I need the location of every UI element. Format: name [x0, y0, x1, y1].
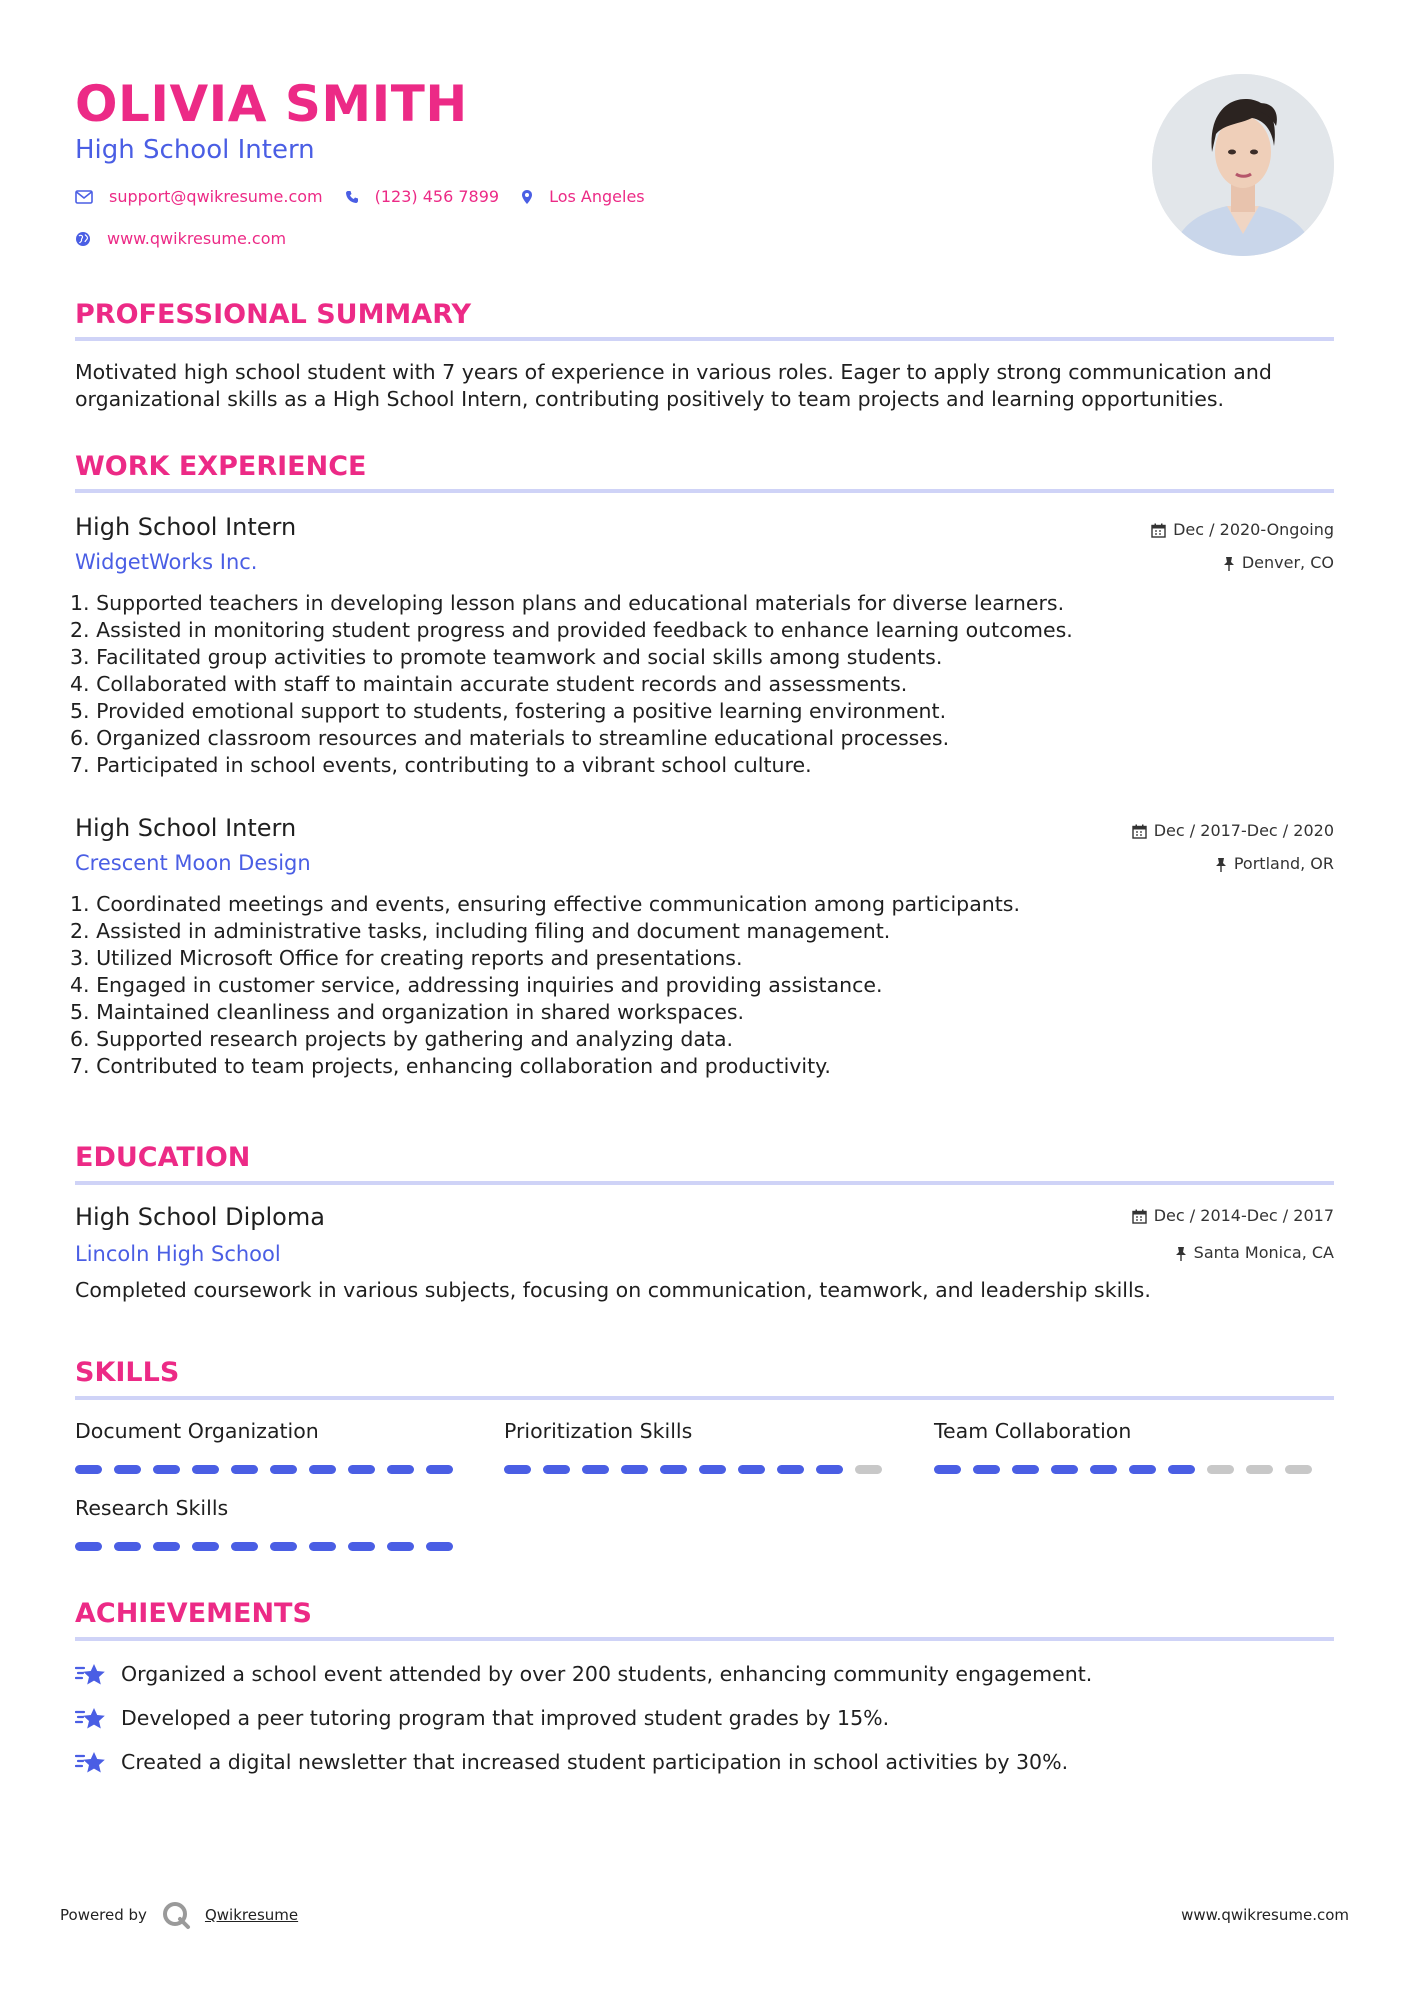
achievements-divider	[75, 1637, 1334, 1641]
skill-level-segment	[660, 1465, 687, 1474]
skill-level-segment	[426, 1465, 453, 1474]
skill-level-segment	[1168, 1465, 1195, 1474]
star-icon	[75, 1750, 107, 1776]
skill-item	[75, 1418, 465, 1474]
qwikresume-logo-icon	[161, 1900, 191, 1930]
list-item: 7. Participated in school events, contributing to a vibrant school culture.	[70, 753, 812, 777]
job-location	[1215, 854, 1334, 874]
profile-portrait-image	[1152, 74, 1334, 256]
website-row	[75, 229, 308, 248]
job-duties-list	[70, 590, 1270, 779]
summary-heading: PROFESSIONAL SUMMARY	[75, 299, 472, 330]
list-item: 6. Supported research projects by gathering and analyzing data.	[70, 1027, 734, 1051]
achievement-text: Developed a peer tutoring program that improved student grades by 15%.	[121, 1706, 890, 1730]
skill-level-segment	[114, 1542, 141, 1551]
skills-heading: SKILLS	[75, 1357, 180, 1388]
skill-level-segment	[192, 1542, 219, 1551]
school-name: Lincoln High School	[75, 1242, 281, 1266]
skill-item	[934, 1418, 1324, 1474]
skill-level-segment	[543, 1465, 570, 1474]
achievements-heading: ACHIEVEMENTS	[75, 1598, 312, 1629]
list-item: 5. Maintained cleanliness and organization in shared workspaces.	[70, 1000, 745, 1024]
profile-photo	[1152, 74, 1334, 256]
pushpin-icon	[1223, 556, 1235, 571]
pushpin-icon	[1175, 1246, 1187, 1261]
experience-heading: WORK EXPERIENCE	[75, 451, 367, 482]
skill-level-segment	[231, 1465, 258, 1474]
skill-level-segment	[1207, 1465, 1234, 1474]
job-title: High School Intern	[75, 814, 297, 842]
achievement-text: Organized a school event attended by over 200 students, enhancing community engagement.	[121, 1662, 1093, 1686]
email-contact[interactable]	[75, 187, 323, 206]
skill-level-segment	[738, 1465, 765, 1474]
achievement-item	[75, 1705, 889, 1732]
education-description: Completed coursework in various subjects, focusing on communication, teamwork, and leadership skills.	[75, 1278, 1151, 1302]
email-text: support@qwikresume.com	[109, 187, 323, 206]
skill-level-segment	[192, 1465, 219, 1474]
job-dates	[1132, 821, 1334, 841]
skill-level-bar	[934, 1465, 1324, 1474]
skill-level-bar	[504, 1465, 894, 1474]
education-location-text: Santa Monica, CA	[1193, 1243, 1334, 1262]
candidate-name: OLIVIA SMITH	[75, 75, 468, 133]
list-item: 1. Coordinated meetings and events, ensuring effective communication among participants.	[70, 892, 1020, 916]
skill-level-segment	[348, 1465, 375, 1474]
pushpin-icon	[1215, 857, 1227, 872]
website-text: www.qwikresume.com	[107, 229, 287, 248]
calendar-icon	[1132, 1209, 1147, 1224]
skill-level-segment	[270, 1465, 297, 1474]
calendar-icon	[1151, 523, 1166, 538]
achievement-text: Created a digital newsletter that increased student participation in school activities by 30%.	[121, 1750, 1069, 1774]
candidate-title: High School Intern	[75, 135, 315, 165]
skill-level-segment	[309, 1542, 336, 1551]
skill-level-segment	[816, 1465, 843, 1474]
job-duties-list	[70, 891, 1270, 1080]
map-marker-icon	[521, 189, 533, 205]
list-item: 2. Assisted in administrative tasks, including filing and document management.	[70, 919, 891, 943]
list-item: 7. Contributed to team projects, enhancing collaboration and productivity.	[70, 1054, 831, 1078]
skill-level-segment	[777, 1465, 804, 1474]
skill-level-segment	[621, 1465, 648, 1474]
list-item: 3. Utilized Microsoft Office for creating reports and presentations.	[70, 946, 743, 970]
education-divider	[75, 1181, 1334, 1185]
summary-text: Motivated high school student with 7 years of experience in various roles. Eager to apply strong communication and organizational skills as a High School Intern, contributing positively to team projects and learning opportunities.	[75, 360, 1272, 411]
skill-level-segment	[1246, 1465, 1273, 1474]
skill-level-bar	[75, 1542, 465, 1551]
skill-level-bar	[75, 1465, 465, 1474]
location-contact	[521, 187, 645, 206]
skill-name: Prioritization Skills	[504, 1419, 693, 1443]
job-location-text: Portland, OR	[1233, 854, 1334, 873]
list-item: 4. Engaged in customer service, addressing inquiries and providing assistance.	[70, 973, 883, 997]
skill-level-segment	[504, 1465, 531, 1474]
list-item: 4. Collaborated with staff to maintain accurate student records and assessments.	[70, 672, 908, 696]
skill-name: Team Collaboration	[934, 1419, 1132, 1443]
skill-level-segment	[231, 1542, 258, 1551]
skill-level-segment	[1285, 1465, 1312, 1474]
skills-divider	[75, 1396, 1334, 1400]
star-icon	[75, 1662, 107, 1688]
footer-powered-by	[60, 1900, 298, 1930]
skill-level-segment	[387, 1542, 414, 1551]
skill-item	[75, 1495, 465, 1551]
star-icon	[75, 1706, 107, 1732]
brand-link[interactable]: Qwikresume	[204, 1906, 299, 1924]
skill-level-segment	[1129, 1465, 1156, 1474]
footer-url[interactable]: www.qwikresume.com	[1181, 1906, 1349, 1924]
contact-row	[75, 187, 667, 206]
list-item: 3. Facilitated group activities to promote teamwork and social skills among students.	[70, 645, 943, 669]
job-dates-text: Dec / 2017-Dec / 2020	[1153, 821, 1334, 840]
degree-title: High School Diploma	[75, 1203, 325, 1231]
phone-contact[interactable]	[345, 187, 499, 206]
job-dates	[1151, 520, 1334, 540]
skill-level-segment	[426, 1542, 453, 1551]
list-item: 5. Provided emotional support to students, fostering a positive learning environment.	[70, 699, 947, 723]
skill-level-segment	[1012, 1465, 1039, 1474]
job-dates-text: Dec / 2020-Ongoing	[1173, 520, 1334, 539]
globe-icon	[75, 231, 91, 247]
skill-level-segment	[75, 1542, 102, 1551]
phone-text: (123) 456 7899	[374, 187, 500, 206]
summary-divider	[75, 337, 1334, 341]
job-company: Crescent Moon Design	[75, 851, 311, 875]
powered-by-label: Powered by	[60, 1906, 147, 1924]
skill-level-segment	[75, 1465, 102, 1474]
education-dates	[1132, 1206, 1334, 1226]
envelope-icon	[75, 190, 93, 204]
skill-level-segment	[114, 1465, 141, 1474]
skill-item	[504, 1418, 894, 1474]
skill-level-segment	[1051, 1465, 1078, 1474]
achievement-item	[75, 1661, 1092, 1688]
job-title: High School Intern	[75, 513, 297, 541]
job-location-text: Denver, CO	[1241, 553, 1334, 572]
location-text: Los Angeles	[549, 187, 645, 206]
skill-name: Research Skills	[75, 1496, 229, 1520]
education-dates-text: Dec / 2014-Dec / 2017	[1153, 1206, 1334, 1225]
skill-level-segment	[973, 1465, 1000, 1474]
list-item: 6. Organized classroom resources and materials to streamline educational processes.	[70, 726, 950, 750]
skill-level-segment	[153, 1465, 180, 1474]
education-heading: EDUCATION	[75, 1142, 251, 1173]
job-location	[1223, 553, 1334, 573]
skill-level-segment	[1090, 1465, 1117, 1474]
website-contact[interactable]	[75, 229, 286, 248]
calendar-icon	[1132, 824, 1147, 839]
experience-divider	[75, 489, 1334, 493]
phone-icon	[345, 190, 359, 204]
skill-level-segment	[348, 1542, 375, 1551]
skill-level-segment	[934, 1465, 961, 1474]
list-item: 2. Assisted in monitoring student progress and provided feedback to enhance learning outcomes.	[70, 618, 1073, 642]
skill-level-segment	[855, 1465, 882, 1474]
skill-level-segment	[309, 1465, 336, 1474]
list-item: 1. Supported teachers in developing lesson plans and educational materials for diverse learners.	[70, 591, 1065, 615]
skill-level-segment	[270, 1542, 297, 1551]
education-location	[1175, 1243, 1334, 1263]
job-company: WidgetWorks Inc.	[75, 550, 258, 574]
achievement-item	[75, 1749, 1068, 1776]
skill-name: Document Organization	[75, 1419, 319, 1443]
skill-level-segment	[153, 1542, 180, 1551]
skill-level-segment	[699, 1465, 726, 1474]
skill-level-segment	[387, 1465, 414, 1474]
skill-level-segment	[582, 1465, 609, 1474]
